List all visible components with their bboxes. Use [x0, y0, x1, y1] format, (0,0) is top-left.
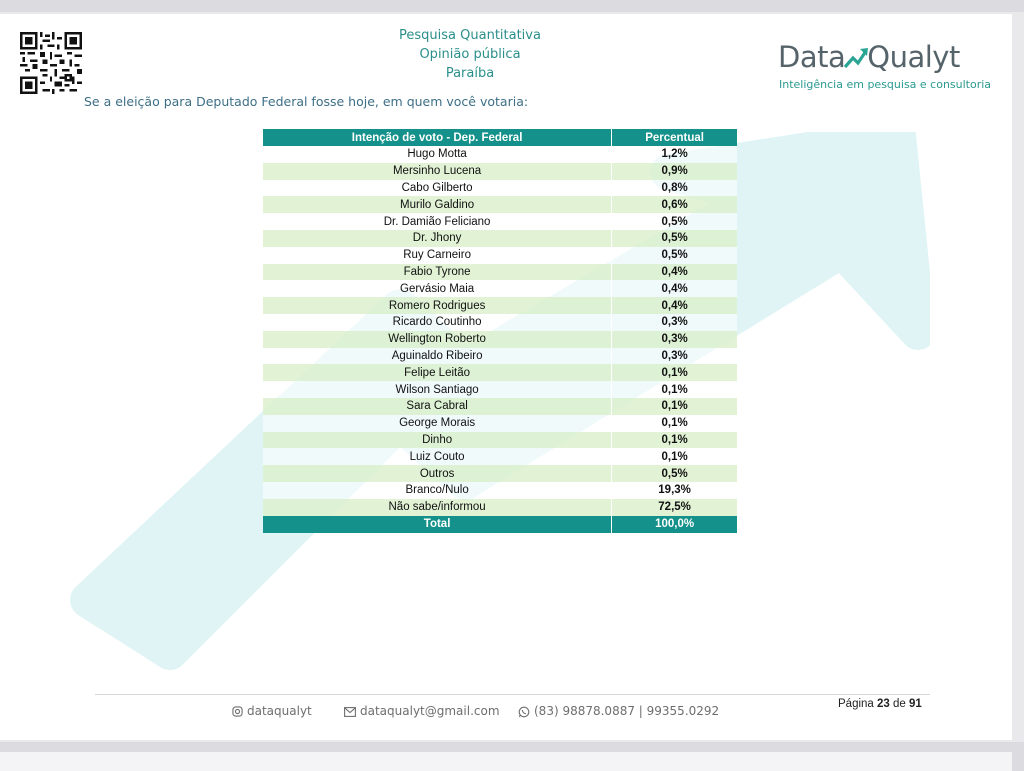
- instagram-icon: [232, 706, 243, 717]
- next-page-edge: [0, 752, 1012, 771]
- table-row: [263, 264, 737, 281]
- viewer-top-bar: [0, 0, 1024, 12]
- candidate-name: George Morais: [263, 415, 612, 432]
- mail-icon: [344, 707, 356, 717]
- table-row: [263, 180, 737, 197]
- logo-word-data: Data: [778, 40, 846, 74]
- page-current: 23: [877, 698, 890, 710]
- candidate-name: Não sabe/informou: [263, 499, 612, 516]
- logo-wordmark: [778, 40, 960, 74]
- vote-intention-table: [263, 129, 737, 533]
- vote-percent: 0,1%: [612, 381, 737, 398]
- candidate-name: Romero Rodrigues: [263, 297, 612, 314]
- email-address: dataqualyt@gmail.com: [360, 704, 500, 718]
- vote-percent: 0,5%: [612, 213, 737, 230]
- vote-percent: 0,5%: [612, 247, 737, 264]
- column-header-percent: Percentual: [612, 129, 737, 146]
- candidate-name: Dinho: [263, 432, 612, 449]
- vote-percent: 0,5%: [612, 465, 737, 482]
- vote-percent: 0,3%: [612, 314, 737, 331]
- candidate-name: Aguinaldo Ribeiro: [263, 348, 612, 365]
- table-row: [263, 314, 737, 331]
- vote-percent: 0,6%: [612, 196, 737, 213]
- table-header-row: [263, 129, 737, 146]
- table-row: [263, 415, 737, 432]
- candidate-name: Cabo Gilberto: [263, 180, 612, 197]
- vote-percent: 0,1%: [612, 448, 737, 465]
- vote-percent: 0,3%: [612, 331, 737, 348]
- candidate-name: Fabio Tyrone: [263, 264, 612, 281]
- total-value: 100,0%: [612, 516, 737, 533]
- table-row: [263, 448, 737, 465]
- report-title: Pesquisa Quantitativa: [399, 28, 541, 43]
- logo-tagline: Inteligência em pesquisa e consultoria: [779, 78, 992, 91]
- candidate-name: Ricardo Coutinho: [263, 314, 612, 331]
- table-total-row: [263, 516, 737, 533]
- candidate-name: Dr. Damião Feliciano: [263, 213, 612, 230]
- trend-arrow-icon: [843, 45, 869, 71]
- table-row: [263, 247, 737, 264]
- vote-percent: 0,4%: [612, 280, 737, 297]
- table-row: [263, 280, 737, 297]
- vote-percent: 1,2%: [612, 146, 737, 163]
- logo-word-qualyt: Qualyt: [867, 40, 960, 74]
- candidate-name: Outros: [263, 465, 612, 482]
- table-row: [263, 163, 737, 180]
- vote-percent: 0,1%: [612, 364, 737, 381]
- total-label: Total: [263, 516, 612, 533]
- footer-phone: [518, 704, 719, 718]
- qr-code-icon: [20, 32, 82, 94]
- vote-percent: 0,5%: [612, 230, 737, 247]
- table-row: [263, 213, 737, 230]
- table-row: [263, 432, 737, 449]
- table-body: [263, 146, 737, 516]
- vote-percent: 0,1%: [612, 415, 737, 432]
- document-page: [0, 14, 1012, 740]
- page-label: Página: [838, 698, 874, 710]
- whatsapp-icon: [518, 706, 530, 718]
- candidate-name: Wellington Roberto: [263, 331, 612, 348]
- report-subtitle: Opinião pública: [419, 47, 521, 62]
- vote-percent: 0,4%: [612, 264, 737, 281]
- footer-email: [344, 704, 500, 718]
- candidate-name: Mersinho Lucena: [263, 163, 612, 180]
- candidate-name: Wilson Santiago: [263, 381, 612, 398]
- page-of: de: [893, 698, 906, 710]
- survey-question: Se a eleição para Deputado Federal fosse hoje, em quem você votaria:: [84, 94, 529, 109]
- vote-percent: 0,8%: [612, 180, 737, 197]
- candidate-name: Sara Cabral: [263, 398, 612, 415]
- table-row: [263, 398, 737, 415]
- footer-divider: [95, 694, 930, 695]
- vote-percent: 0,1%: [612, 398, 737, 415]
- footer-instagram: [232, 704, 312, 718]
- candidate-name: Felipe Leitão: [263, 364, 612, 381]
- candidate-name: Hugo Motta: [263, 146, 612, 163]
- table-row: [263, 482, 737, 499]
- candidate-name: Murilo Galdino: [263, 196, 612, 213]
- candidate-name: Ruy Carneiro: [263, 247, 612, 264]
- page-total: 91: [909, 698, 922, 710]
- report-header: [340, 26, 600, 83]
- vote-percent: 72,5%: [612, 499, 737, 516]
- table-row: [263, 499, 737, 516]
- vote-percent: 0,1%: [612, 432, 737, 449]
- instagram-handle: dataqualyt: [247, 704, 312, 718]
- candidate-name: Branco/Nulo: [263, 482, 612, 499]
- table-row: [263, 364, 737, 381]
- report-region: Paraíba: [445, 66, 495, 81]
- table-row: [263, 297, 737, 314]
- table-row: [263, 146, 737, 163]
- candidate-name: Luiz Couto: [263, 448, 612, 465]
- vote-percent: 0,4%: [612, 297, 737, 314]
- column-header-candidate: Intenção de voto - Dep. Federal: [263, 129, 612, 146]
- vote-percent: 0,9%: [612, 163, 737, 180]
- table-row: [263, 196, 737, 213]
- vote-percent: 19,3%: [612, 482, 737, 499]
- phone-numbers: (83) 98878.0887 | 99355.0292: [534, 704, 720, 718]
- table-row: [263, 230, 737, 247]
- page-number: [838, 698, 922, 710]
- table-row: [263, 348, 737, 365]
- dataqualyt-logo: [778, 40, 998, 100]
- vote-percent: 0,3%: [612, 348, 737, 365]
- table-row: [263, 465, 737, 482]
- candidate-name: Dr. Jhony: [263, 230, 612, 247]
- table-row: [263, 331, 737, 348]
- table-row: [263, 381, 737, 398]
- candidate-name: Gervásio Maia: [263, 280, 612, 297]
